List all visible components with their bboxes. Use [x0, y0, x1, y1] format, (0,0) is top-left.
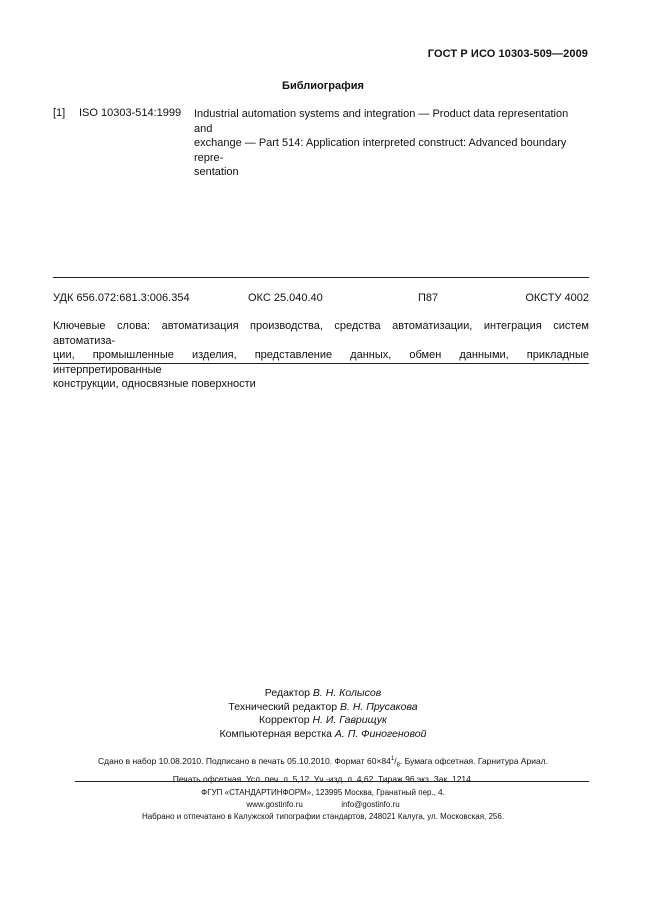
oks-code: ОКС 25.040.40: [248, 292, 323, 304]
staff-role: Редактор: [264, 687, 310, 699]
printing-house: Набрано и отпечатано в Калужской типографии стандартов, 248021 Калуга, ул. Московская, 256.: [141, 812, 505, 821]
print-info-line1: Сдано в набор 10.08.2010. Подписано в печать 05.10.2010. Формат $60\times 84^1/_8$. Бумага офсетная. Гарнитура Ариал.: [98, 755, 548, 769]
staff-editor: [0, 687, 646, 701]
staff-name: В. Н. Колысов: [312, 687, 382, 699]
publisher-website-link[interactable]: www.gostinfo.ru: [246, 800, 303, 809]
staff-tech-editor: [0, 701, 646, 715]
publisher-info: [0, 787, 646, 823]
format-denominator: 8: [396, 762, 400, 769]
staff-name: В. Н. Прусакова: [339, 700, 418, 713]
reference-title-line: sentation: [194, 166, 239, 178]
p-code: П87: [418, 292, 439, 304]
staff-role: Корректор: [259, 714, 310, 726]
publisher-email-link[interactable]: info@gostinfo.ru: [341, 800, 400, 809]
staff-role: Компьютерная верстка: [219, 727, 332, 740]
keywords-line: Ключевые слова: автоматизация производства, средства автоматизации, интеграция систем автоматиза-: [53, 320, 589, 347]
print-info-text: Сдано в набор 10.08.2010. Подписано в печать 05.10.2010. Формат 60×84: [98, 755, 391, 766]
publisher-address: ФГУП «СТАНДАРТИНФОРМ», 123995 Москва, Гранатный пер., 4.: [201, 788, 445, 797]
reference-title-line: exchange — Part 514: Application interpreted construct: Advanced boundary repre-: [194, 137, 567, 164]
udk-code: УДК 656.072:681.3:006.354: [53, 292, 190, 304]
okstu-code: ОКСТУ 4002: [525, 292, 589, 304]
bibliography-title: Библиография: [282, 80, 364, 92]
print-info-text: . Бумага офсетная. Гарнитура Ариал.: [399, 755, 548, 766]
staff-corrector: [0, 714, 646, 728]
staff-layout: [0, 728, 646, 742]
standard-id: ГОСТ Р ИСО 10303-509—2009: [427, 48, 588, 60]
print-info-line2: Печать офсетная. Усл. печ. л. 5,12. Уч.-изд. л. 4,62. Тираж 96 экз. Зак. 1214.: [172, 773, 474, 784]
staff-name: Н. И. Гаврищук: [312, 714, 387, 726]
keywords-line: ции, промышленные изделия, представление данных, обмен данными, прикладные интерпретированные: [53, 349, 589, 376]
reference-title: [194, 107, 589, 180]
keywords-line: конструкции, односвязные поверхности: [53, 378, 256, 390]
reference-code: ISO 10303-514:1999: [79, 107, 182, 119]
format-numerator: 1: [390, 756, 395, 762]
divider-keywords: [53, 363, 589, 364]
keywords: [53, 319, 589, 392]
publisher-contacts: [0, 799, 646, 811]
reference-title-line: Industrial automation systems and integration — Product data representation and: [194, 108, 569, 135]
editorial-staff: [0, 687, 646, 741]
staff-role: Технический редактор: [228, 700, 338, 713]
divider-publisher: [75, 781, 589, 782]
reference-number: [1]: [53, 107, 66, 119]
divider-top: [53, 277, 589, 278]
staff-name: А. П. Финогеновой: [334, 727, 427, 740]
